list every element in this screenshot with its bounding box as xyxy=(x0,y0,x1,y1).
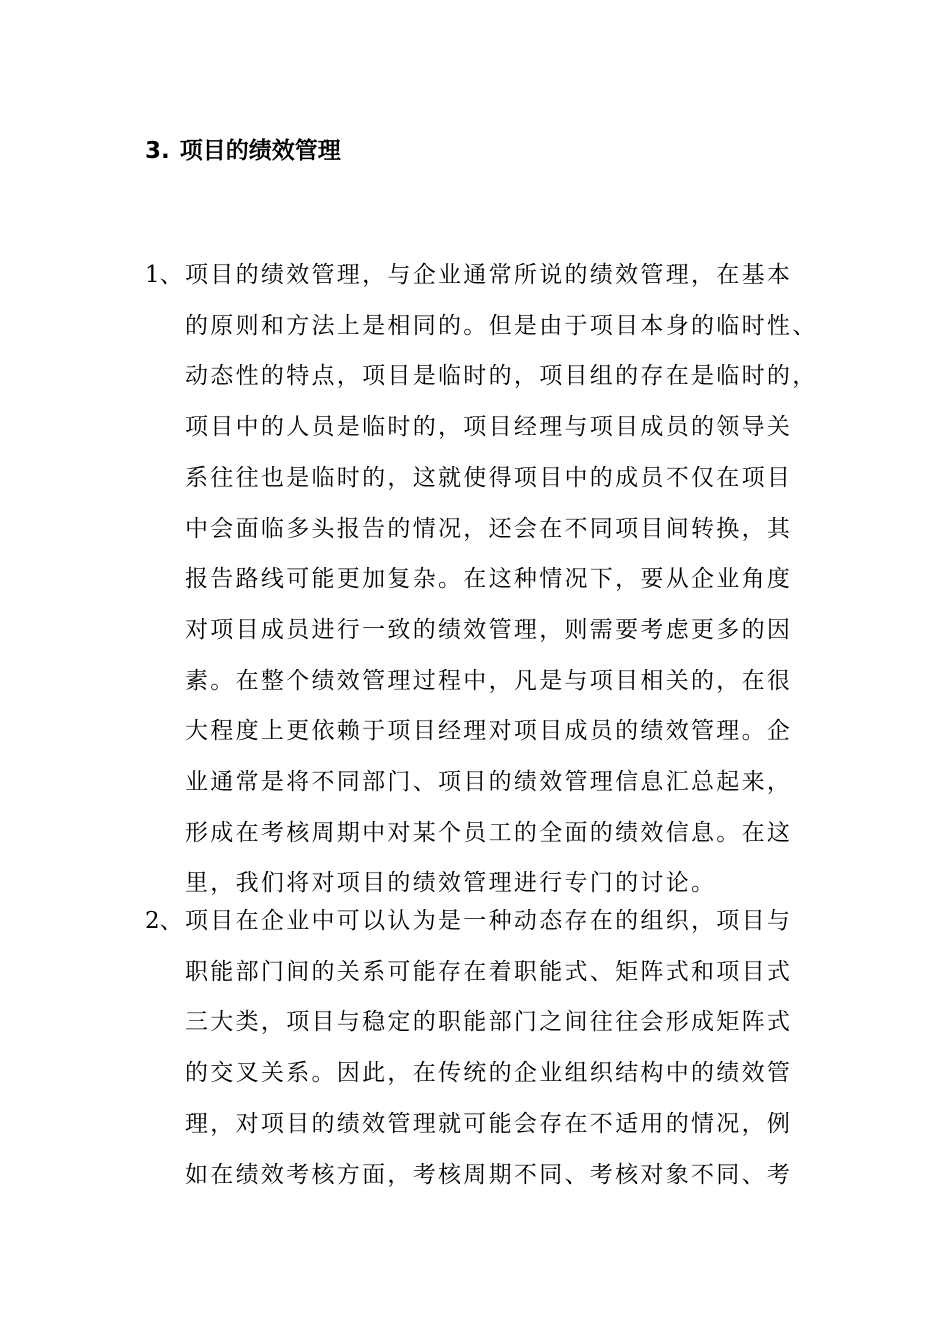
section-title: 项目的绩效管理 xyxy=(179,138,341,164)
text-line: 项目中的人员是临时的，项目经理与项目成员的领导关 xyxy=(185,414,793,441)
list-item-text xyxy=(185,250,825,909)
text-line: 的原则和方法上是相同的。但是由于项目本身的临时性、 xyxy=(185,312,818,339)
text-line: 项目在企业中可以认为是一种动态存在的组织，项目与 xyxy=(185,908,793,934)
text-line: 里，我们将对项目的绩效管理进行专门的讨论。 xyxy=(185,870,717,897)
text-line: 的交叉关系。因此，在传统的企业组织结构中的绩效管 xyxy=(185,1060,793,1087)
list-item xyxy=(145,250,825,909)
text-line: 职能部门间的关系可能存在着职能式、矩阵式和项目式 xyxy=(185,958,793,985)
text-line: 大程度上更依赖于项目经理对项目成员的绩效管理。企 xyxy=(185,718,793,745)
list-item-marker: 2、 xyxy=(145,908,183,934)
text-line: 系往往也是临时的，这就使得项目中的成员不仅在项目 xyxy=(185,464,793,491)
text-line: 理，对项目的绩效管理就可能会存在不适用的情况，例 xyxy=(185,1110,793,1137)
list-item-text xyxy=(185,896,825,1200)
text-line: 如在绩效考核方面，考核周期不同、考核对象不同、考 xyxy=(185,1161,793,1188)
text-line: 素。在整个绩效管理过程中，凡是与项目相关的，在很 xyxy=(185,667,793,694)
text-line: 三大类，项目与稳定的职能部门之间往往会形成矩阵式 xyxy=(185,1009,793,1036)
list-item xyxy=(145,896,825,1200)
text-line: 业通常是将不同部门、项目的绩效管理信息汇总起来， xyxy=(185,769,793,796)
text-line: 中会面临多头报告的情况，还会在不同项目间转换，其 xyxy=(185,515,793,542)
text-line: 报告路线可能更加复杂。在这种情况下，要从企业角度 xyxy=(185,566,793,593)
list-item-marker: 1、 xyxy=(145,262,183,288)
section-heading xyxy=(145,134,341,168)
text-line: 动态性的特点，项目是临时的，项目组的存在是临时的， xyxy=(185,363,818,390)
text-line: 对项目成员进行一致的绩效管理，则需要考虑更多的因 xyxy=(185,616,793,643)
text-line: 项目的绩效管理，与企业通常所说的绩效管理，在基本 xyxy=(185,262,793,288)
text-line: 形成在考核周期中对某个员工的全面的绩效信息。在这 xyxy=(185,819,793,846)
section-number: 3. xyxy=(145,138,170,164)
